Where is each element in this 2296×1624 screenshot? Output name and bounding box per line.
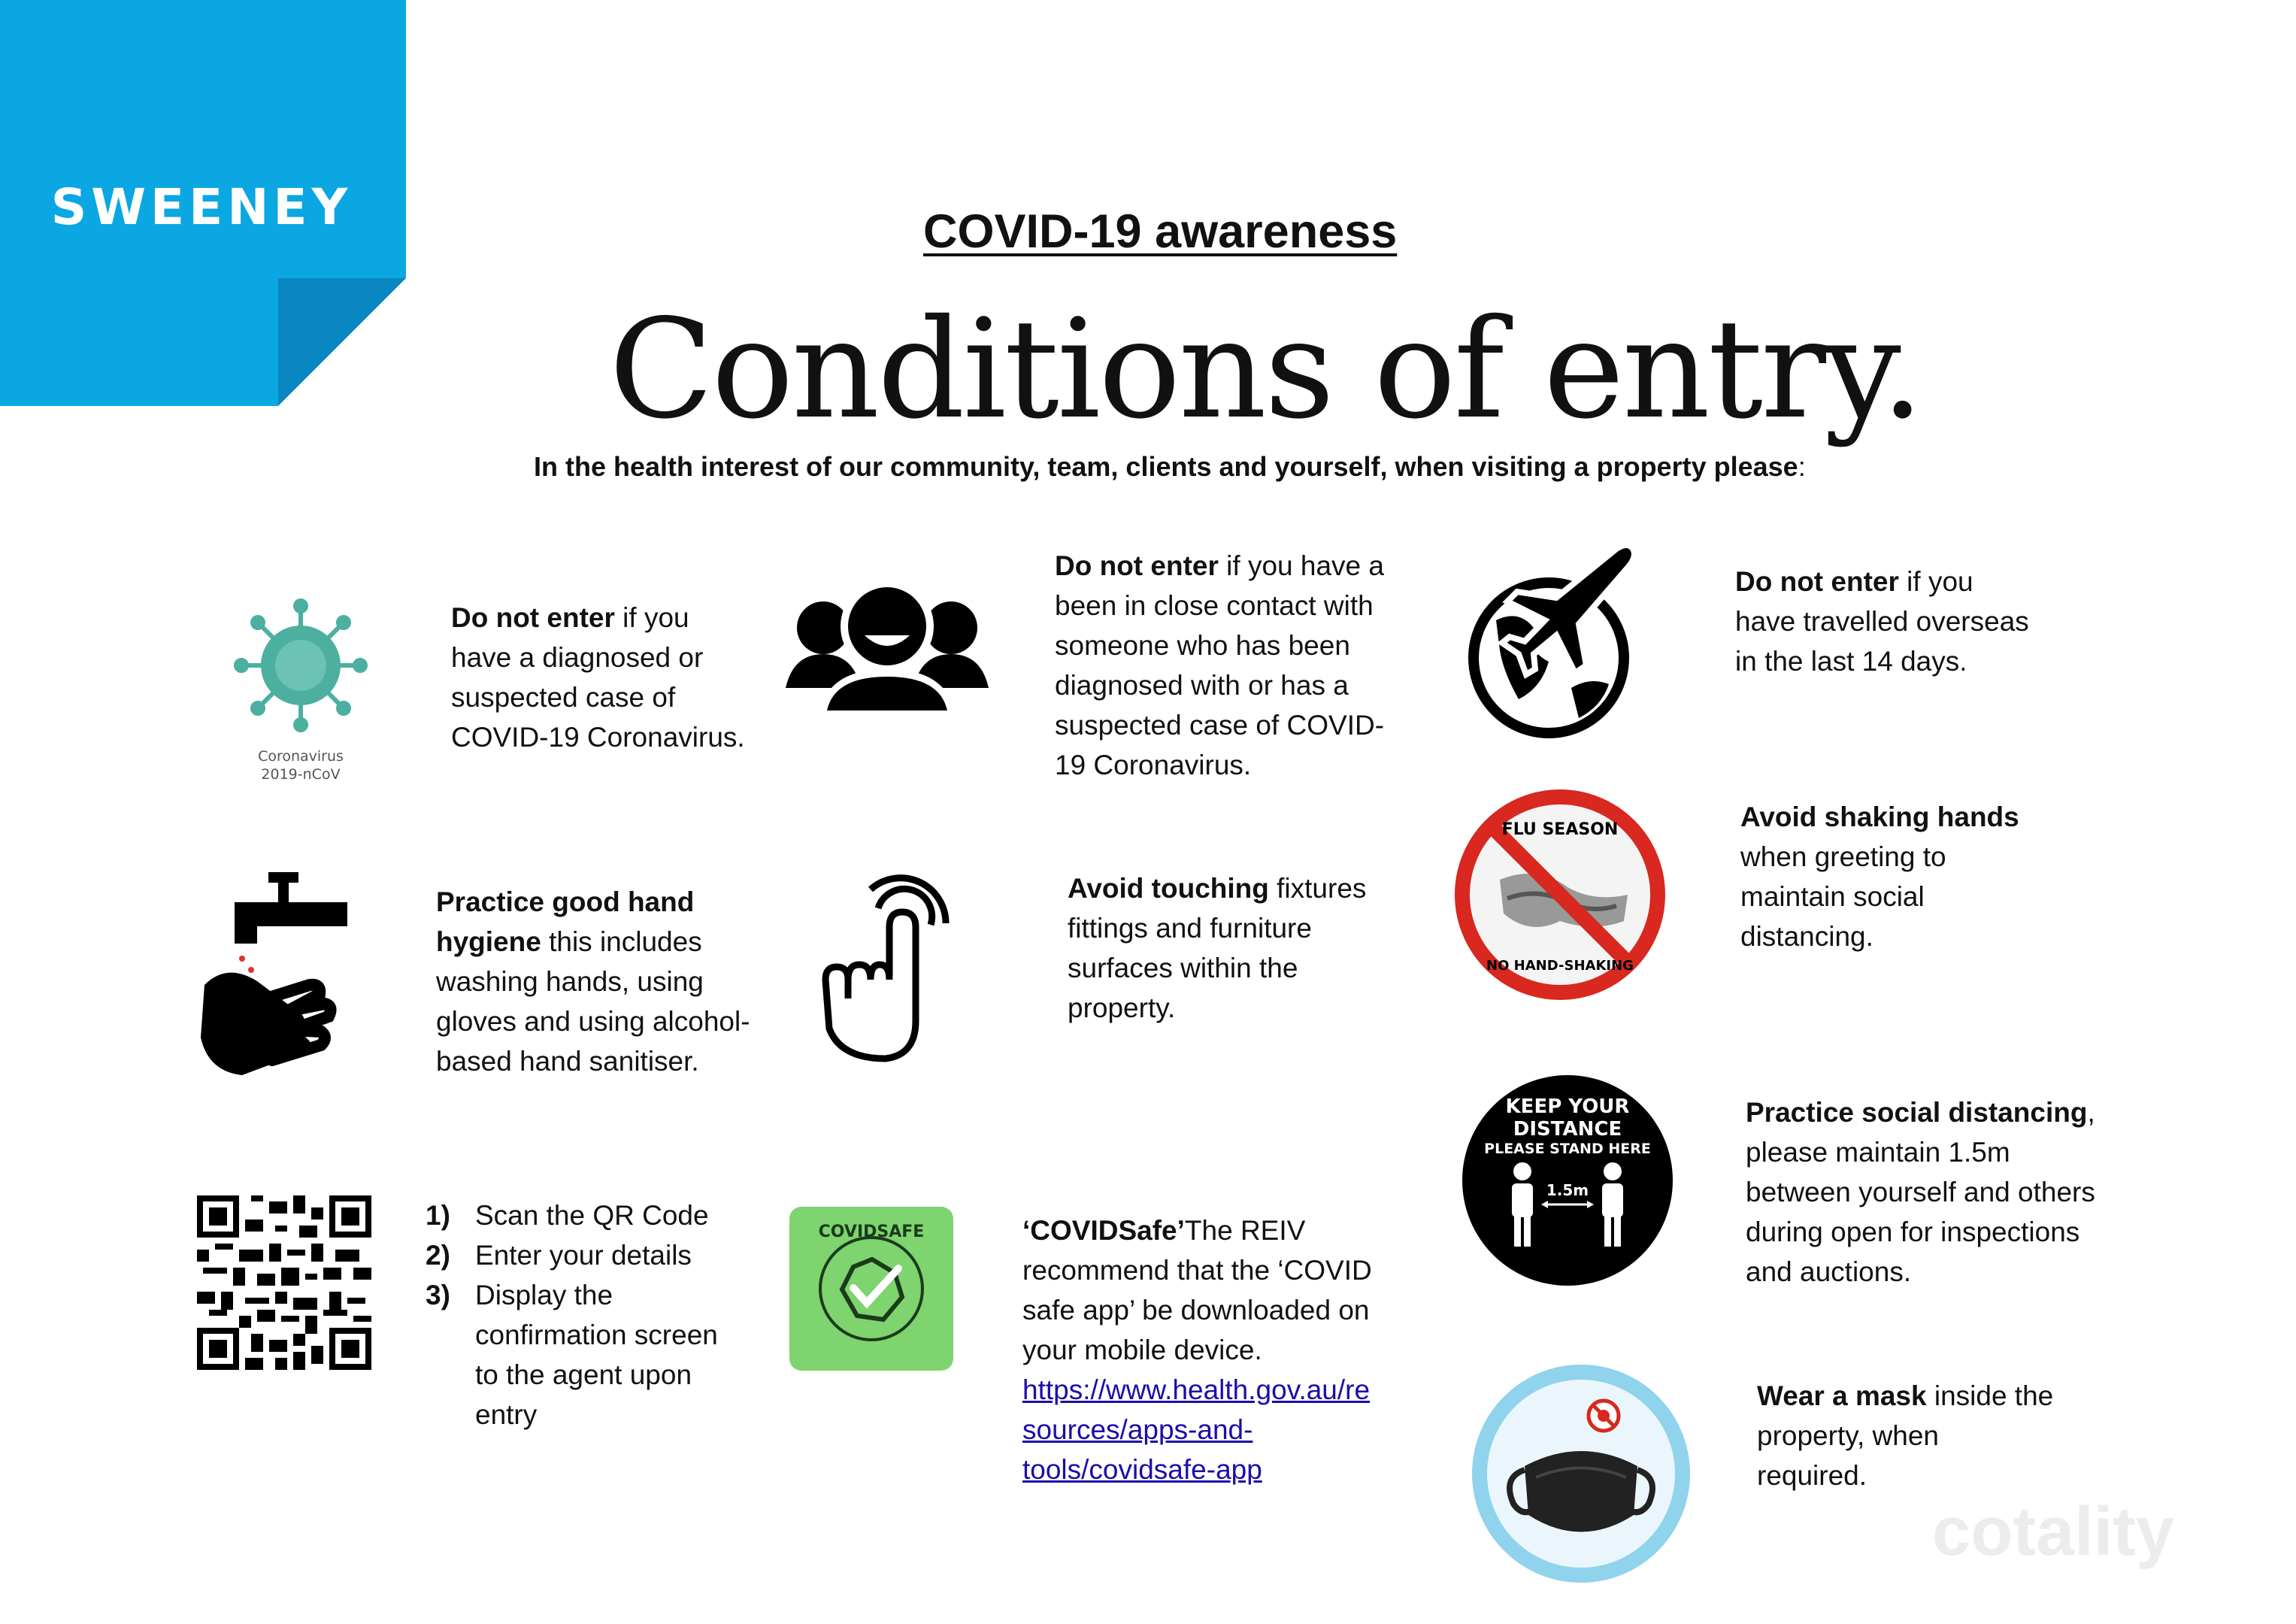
distance-label: DISTANCE [1513,1118,1622,1141]
handwash-icon [197,872,355,1078]
keep-distance-icon [1462,1075,1673,1289]
page-title: Conditions of entry. [609,289,1922,449]
coronavirus-caption-1: Coronavirus [258,748,344,765]
intro-text [534,451,1806,483]
covidsafe-link[interactable]: https://www.health.gov.au/re [1022,1374,1371,1405]
travel-text: Do not enter if you have travelled overseas in the last 14 days. [1735,566,2029,677]
watermark-logo: cotality [1932,1493,2175,1570]
stand-here-label: PLEASE STAND HERE [1484,1141,1651,1157]
qr-step: 2) Enter your details [426,1240,692,1271]
group-people-icon [786,575,989,729]
brand-name: SWEENEY [50,178,353,236]
no-handshake-icon [1455,789,1665,1003]
mask-text: Wear a mask inside the property, when required. [1757,1380,2054,1491]
page-subtitle: COVID-19 awareness [923,205,1398,258]
covidsafe-app-icon [789,1207,953,1374]
touch-finger-icon [818,871,953,1065]
touching-text: Avoid touching fixtures fittings and furniture surfaces within the property. [1068,873,1367,1023]
diagnosed-text: Do not enter if you have a diagnosed or suspected case of COVID-19 Coronavirus. [451,602,745,753]
hygiene-text: Practice good hand hygiene this includes washing hands, using gloves and using alcohol- based hand sanitiser. [436,886,750,1077]
covidsafe-icon-label: COVIDSAFE [818,1223,925,1241]
qr-steps-text: 1) Scan the QR Code 2) Enter your details 3) Display the confirmation screen to the agent upon entry [426,1195,779,1435]
qr-step: 1) Scan the QR Code [426,1200,709,1231]
coronavirus-icon [226,594,376,792]
coronavirus-caption-2: 2019-nCoV [261,766,341,783]
intro-tail: : [1798,451,1806,482]
handshake-text: Avoid shaking hands when greeting to maintain social distancing. [1740,801,2019,952]
qr-step: 3) Display the [426,1280,613,1310]
distancing-text: Practice social distancing, please maintain 1.5m between yourself and others during open for inspections and auctions. [1746,1097,2095,1287]
qr-code-icon [197,1195,371,1373]
globe-plane-icon [1466,538,1661,744]
distance-value-label: 1.5m [1546,1181,1589,1199]
flu-season-label: FLU SEASON [1501,820,1619,839]
covidsafe-text: ‘COVIDSafe’The REIV recommend that the ‘COVID safe app’ be downloaded on your mobile device. https://www.health.gov.au/re sources/apps-and- tools/covidsafe-app [1022,1215,1372,1485]
intro-bold: In the health interest of our community, team, clients and yourself, when visiting a property please [534,451,1798,482]
keep-your-label: KEEP YOUR [1505,1095,1630,1118]
face-mask-icon [1472,1365,1690,1586]
contact-text: Do not enter if you have a been in close contact with someone who has been diagnosed with or has a suspected case of COVID- 19 Coronavirus. [1055,550,1385,780]
covidsafe-link[interactable]: tools/covidsafe-app [1022,1454,1262,1485]
no-hand-shaking-label: NO HAND-SHAKING [1486,958,1634,974]
covidsafe-link[interactable]: sources/apps-and- [1022,1414,1253,1445]
brand-logo [0,0,406,406]
